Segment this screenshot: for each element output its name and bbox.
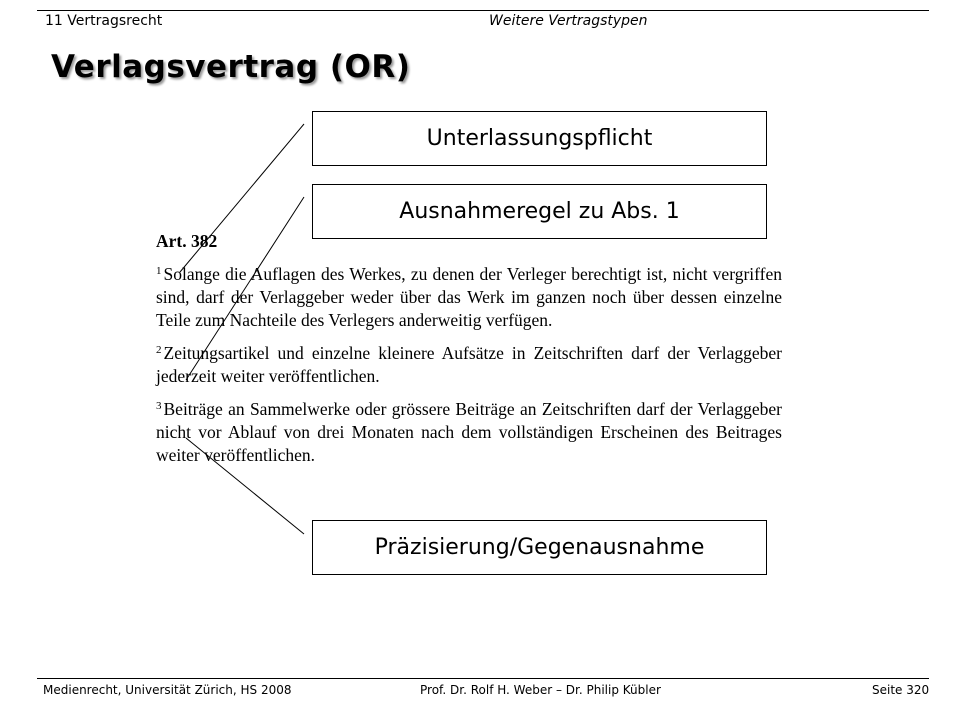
paragraph-text-1: Solange die Auflagen des Werkes, zu denen der Verleger berechtigt ist, nicht vergriffen sind, darf der Verlaggeber weder über das Werk im ganzen noch über dessen einzelne Teile zum Nachteile des Verlegers anderweitig verfügen. — [156, 264, 782, 330]
callout-praezisierung: Präzisierung/Gegenausnahme — [312, 520, 767, 575]
callout-unterlassungspflicht: Unterlassungspflicht — [312, 111, 767, 166]
callout-ausnahmeregel: Ausnahmeregel zu Abs. 1 — [312, 184, 767, 239]
header-chapter: 11 Vertragsrecht — [45, 13, 163, 29]
slide-title: Verlagsvertrag (OR) — [51, 49, 411, 85]
article-paragraph-1 — [156, 263, 782, 332]
paragraph-text-2: Zeitungsartikel und einzelne kleinere Aufsätze in Zeitschriften darf der Verlaggeber jederzeit weiter veröffentlichen. — [156, 343, 782, 386]
paragraph-number-2: 2 — [156, 344, 162, 356]
paragraph-number-1: 1 — [156, 265, 162, 277]
article-text-block — [156, 230, 782, 477]
article-paragraph-2 — [156, 342, 782, 388]
footer-authors: Prof. Dr. Rolf H. Weber – Dr. Philip Kübler — [420, 683, 661, 697]
paragraph-number-3: 3 — [156, 400, 162, 412]
article-heading: Art. 382 — [156, 231, 218, 251]
header-section: Weitere Vertragstypen — [489, 13, 648, 29]
article-paragraph-3 — [156, 398, 782, 467]
paragraph-text-3: Beiträge an Sammelwerke oder grössere Beiträge an Zeitschriften darf der Verlaggeber nicht vor Ablauf von drei Monaten nach dem vollständigen Erscheinen des Beitrages weiter veröffentlichen. — [156, 399, 782, 465]
footer-course: Medienrecht, Universität Zürich, HS 2008 — [43, 683, 292, 697]
footer-rule — [37, 678, 929, 679]
footer-page-number: Seite 320 — [872, 683, 930, 697]
